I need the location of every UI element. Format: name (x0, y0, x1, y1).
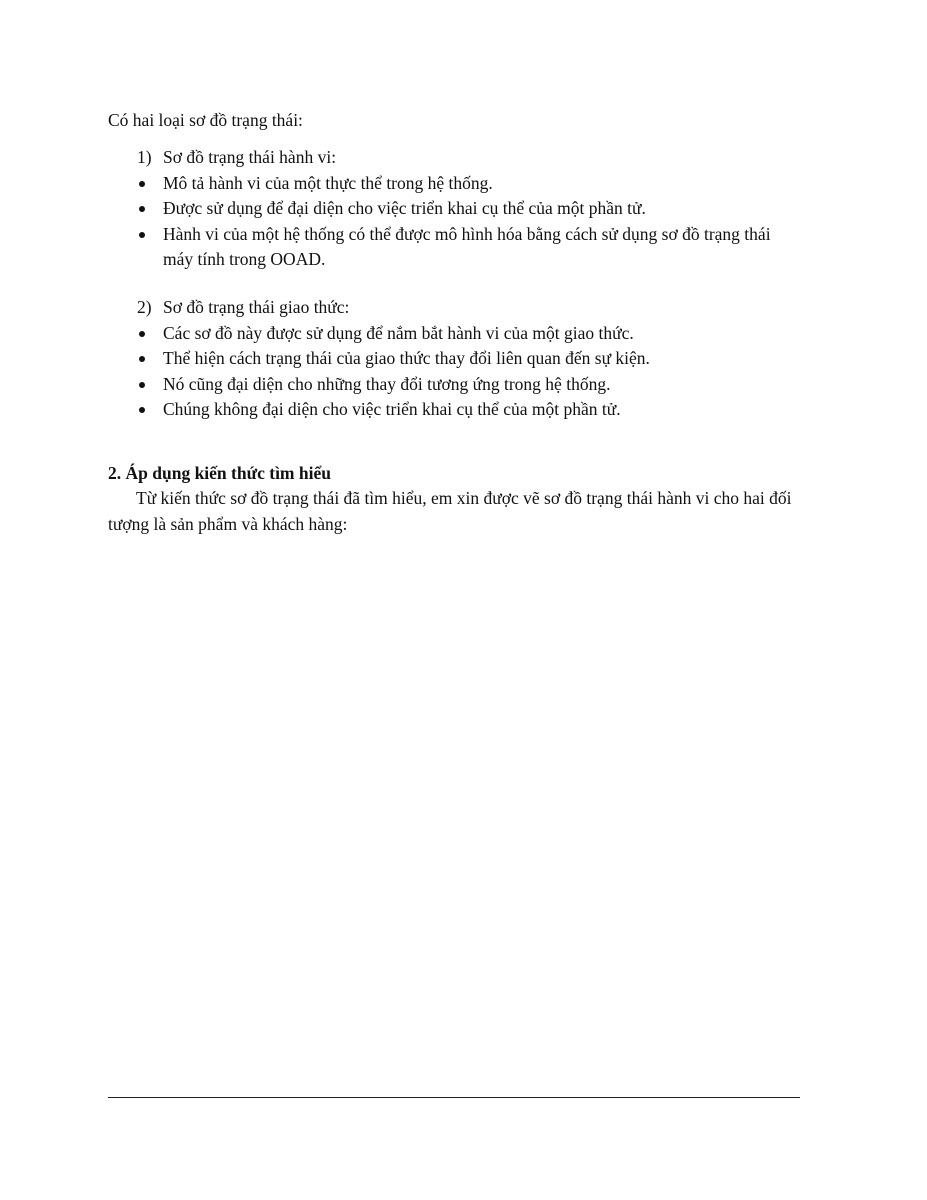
list-item (108, 321, 808, 347)
numbered-item-heading (108, 145, 808, 171)
list-item (108, 171, 808, 197)
list-item-text: Được sử dụng để đại diện cho việc triển khai cụ thể của một phần tử. (163, 198, 646, 218)
list-item (108, 346, 808, 372)
bullet-list (108, 171, 808, 273)
section-paragraph: Từ kiến thức sơ đồ trạng thái đã tìm hiểu, em xin được vẽ sơ đồ trạng thái hành vi cho hai đối tượng là sản phẩm và khách hàng: (108, 488, 792, 534)
section-heading: 2. Áp dụng kiến thức tìm hiểu (108, 463, 331, 483)
list-item (108, 372, 808, 398)
numbered-item-heading (108, 295, 808, 321)
bullet-icon (139, 407, 145, 413)
bullet-icon (139, 206, 145, 212)
footer-divider (108, 1097, 800, 1098)
list-item-text: Hành vi của một hệ thống có thể được mô hình hóa bằng cách sử dụng sơ đồ trạng thái máy tính trong OOAD. (163, 223, 771, 269)
item-title: Sơ đồ trạng thái giao thức: (163, 297, 350, 317)
list-item-text: Các sơ đồ này được sử dụng để nắm bắt hành vi của một giao thức. (163, 322, 634, 343)
list-item (108, 222, 808, 273)
item-number: 2) (137, 297, 152, 317)
bullet-icon (139, 382, 145, 388)
intro-text: Có hai loại sơ đồ trạng thái: (108, 110, 303, 130)
bullet-list (108, 321, 808, 423)
list-item-text: Thể hiện cách trạng thái của giao thức thay đổi liên quan đến sự kiện. (163, 348, 650, 368)
bullet-icon (139, 181, 145, 187)
list-item-text: Chúng không đại diện cho việc triển khai cụ thể của một phần tử. (163, 399, 621, 419)
state-diagram-type-2 (108, 295, 808, 423)
item-title: Sơ đồ trạng thái hành vi: (163, 147, 337, 167)
list-item (108, 397, 808, 423)
list-item-text: Nó cũng đại diện cho những thay đổi tương ứng trong hệ thống. (163, 373, 611, 394)
list-item-text: Mô tả hành vi của một thực thể trong hệ thống. (163, 172, 493, 193)
state-diagram-type-1 (108, 145, 808, 273)
bullet-icon (139, 232, 145, 238)
bullet-icon (139, 331, 145, 337)
item-number: 1) (137, 147, 152, 167)
bullet-icon (139, 356, 145, 362)
list-item (108, 196, 808, 222)
